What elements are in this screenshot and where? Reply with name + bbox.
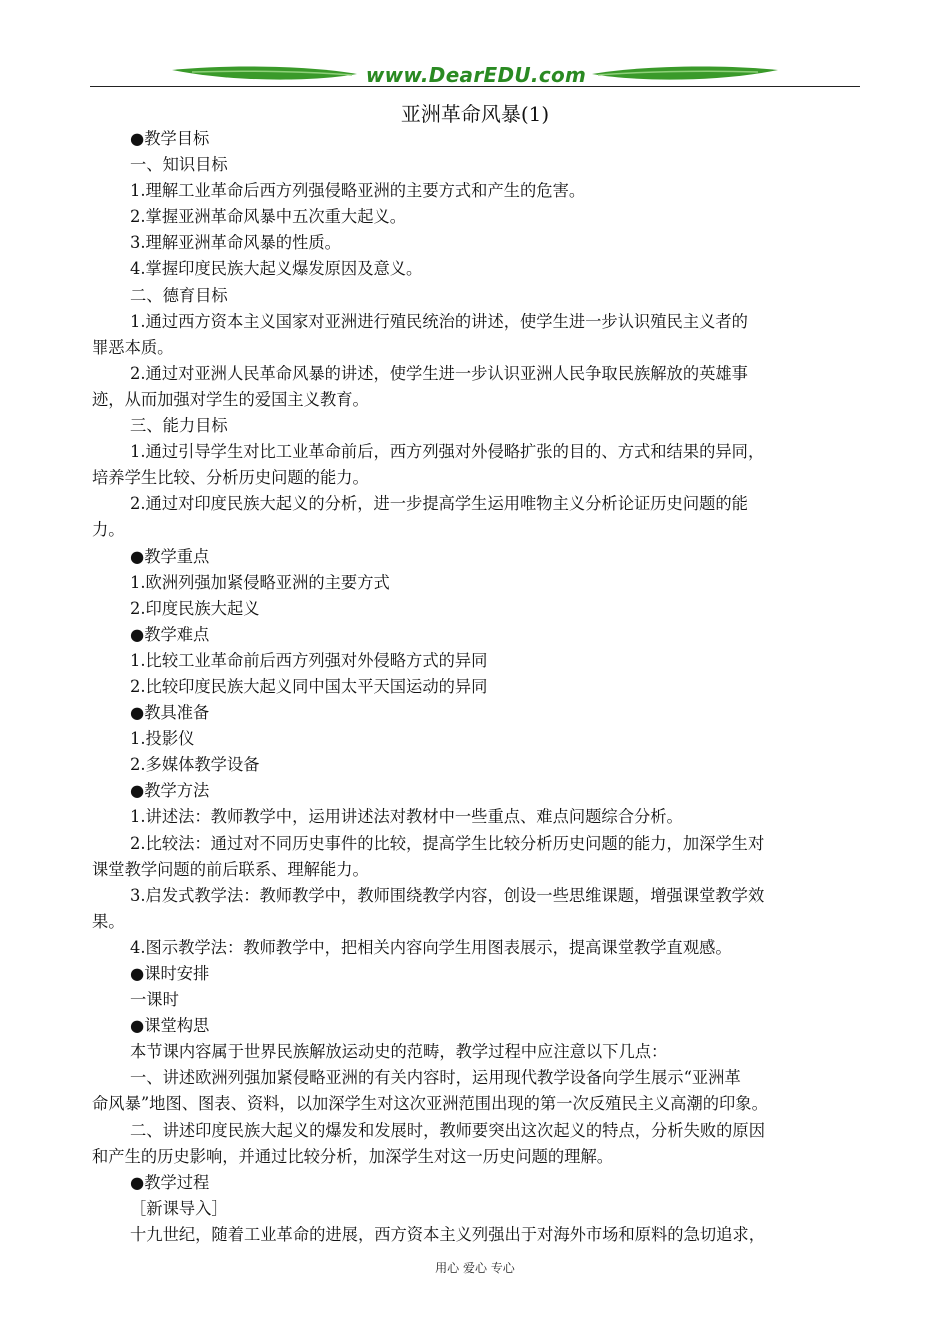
text-line: 1.理解工业革命后西方列强侵略亚洲的主要方式和产生的危害。 [130,181,586,201]
text-line: 3.理解亚洲革命风暴的性质。 [130,233,341,253]
text-line: 4.掌握印度民族大起义爆发原因及意义。 [130,259,423,279]
text-line: 2.比较印度民族大起义同中国太平天国运动的异同 [130,676,488,696]
text-line: ●教具准备 [130,703,210,723]
text-line: 4.图示教学法：教师教学中，把相关内容向学生用图表展示，提高课堂教学直观感。 [130,937,732,957]
text-line: 2.掌握亚洲革命风暴中五次重大起义。 [130,207,407,227]
text-line: 2.通过对印度民族大起义的分析，进一步提高学生运用唯物主义分析论证历史问题的能 [130,494,748,514]
text-line: 十九世纪，随着工业革命的进展，西方资本主义列强出于对海外市场和原料的急切追求， [130,1224,765,1244]
text-line: 1.投影仪 [130,729,195,749]
text-line: ●教学重点 [130,546,210,566]
text-line: 1.通过引导学生对比工业革命前后，西方列强对外侵略扩张的目的、方式和结果的异同， [130,442,765,462]
site-url-logo-text: www.DearEDU.com [365,63,587,87]
text-line: 2.比较法：通过对不同历史事件的比较，提高学生比较分析历史问题的能力，加深学生对 [130,833,765,853]
page-footer: 用心 爱心 专心 [435,1261,515,1275]
text-line: 1.通过西方资本主义国家对亚洲进行殖民统治的讲述，使学生进一步认识殖民主义者的 [130,311,748,331]
text-line: 三、能力目标 [130,416,228,436]
text-line: ●教学目标 [130,129,210,148]
text-line: 和产生的历史影响，并通过比较分析，加深学生对这一历史问题的理解。 [92,1146,614,1166]
text-line: 2.多媒体教学设备 [130,755,260,775]
text-line: 力。 [92,520,125,540]
text-line: 一、讲述欧洲列强加紧侵略亚洲的有关内容时，运用现代教学设备向学生展示“亚洲革 [130,1068,741,1088]
text-line: 1.讲述法：教师教学中，运用讲述法对教材中一些重点、难点问题综合分析。 [130,807,683,827]
text-line: ●课堂构思 [130,1016,210,1036]
text-line: 课堂教学问题的前后联系、理解能力。 [92,859,369,879]
text-line: 1.欧洲列强加紧侵略亚洲的主要方式 [130,572,390,592]
text-line: ●教学方法 [130,781,210,801]
text-line: ●教学难点 [130,624,210,644]
text-line: 培养学生比较、分析历史问题的能力。 [92,468,369,488]
text-line: 命风暴”地图、图表、资料，以加深学生对这次亚洲范围出现的第一次反殖民主义高潮的印象。 [92,1094,768,1114]
text-line: 迹，从而加强对学生的爱国主义教育。 [92,389,369,409]
text-line: ●教学过程 [130,1172,210,1192]
text-line: 2.通过对亚洲人民革命风暴的讲述，使学生进一步认识亚洲人民争取民族解放的英雄事 [130,363,748,383]
text-line: 本节课内容属于世界民族解放运动史的范畴，教学过程中应注意以下几点： [130,1042,668,1062]
text-line: 果。 [92,911,125,931]
text-line: 1.比较工业革命前后西方列强对外侵略方式的异同 [130,650,488,670]
page-title: 亚洲革命风暴(1) [400,102,550,126]
text-line: 2.印度民族大起义 [130,598,260,618]
text-line: 3.启发式教学法：教师教学中，教师围绕教学内容，创设一些思维课题，增强课堂教学效 [130,885,765,905]
text-line: ［新课导入］ [130,1198,228,1218]
text-line: 一、知识目标 [130,155,228,175]
text-line: 二、德育目标 [130,285,228,305]
text-line: 二、讲述印度民族大起义的爆发和发展时，教师要突出这次起义的特点，分析失败的原因 [130,1120,765,1140]
document-body [92,126,862,1248]
text-line: ●课时安排 [130,964,210,983]
text-line: 罪恶本质。 [92,337,174,357]
text-line: 一课时 [130,990,179,1010]
